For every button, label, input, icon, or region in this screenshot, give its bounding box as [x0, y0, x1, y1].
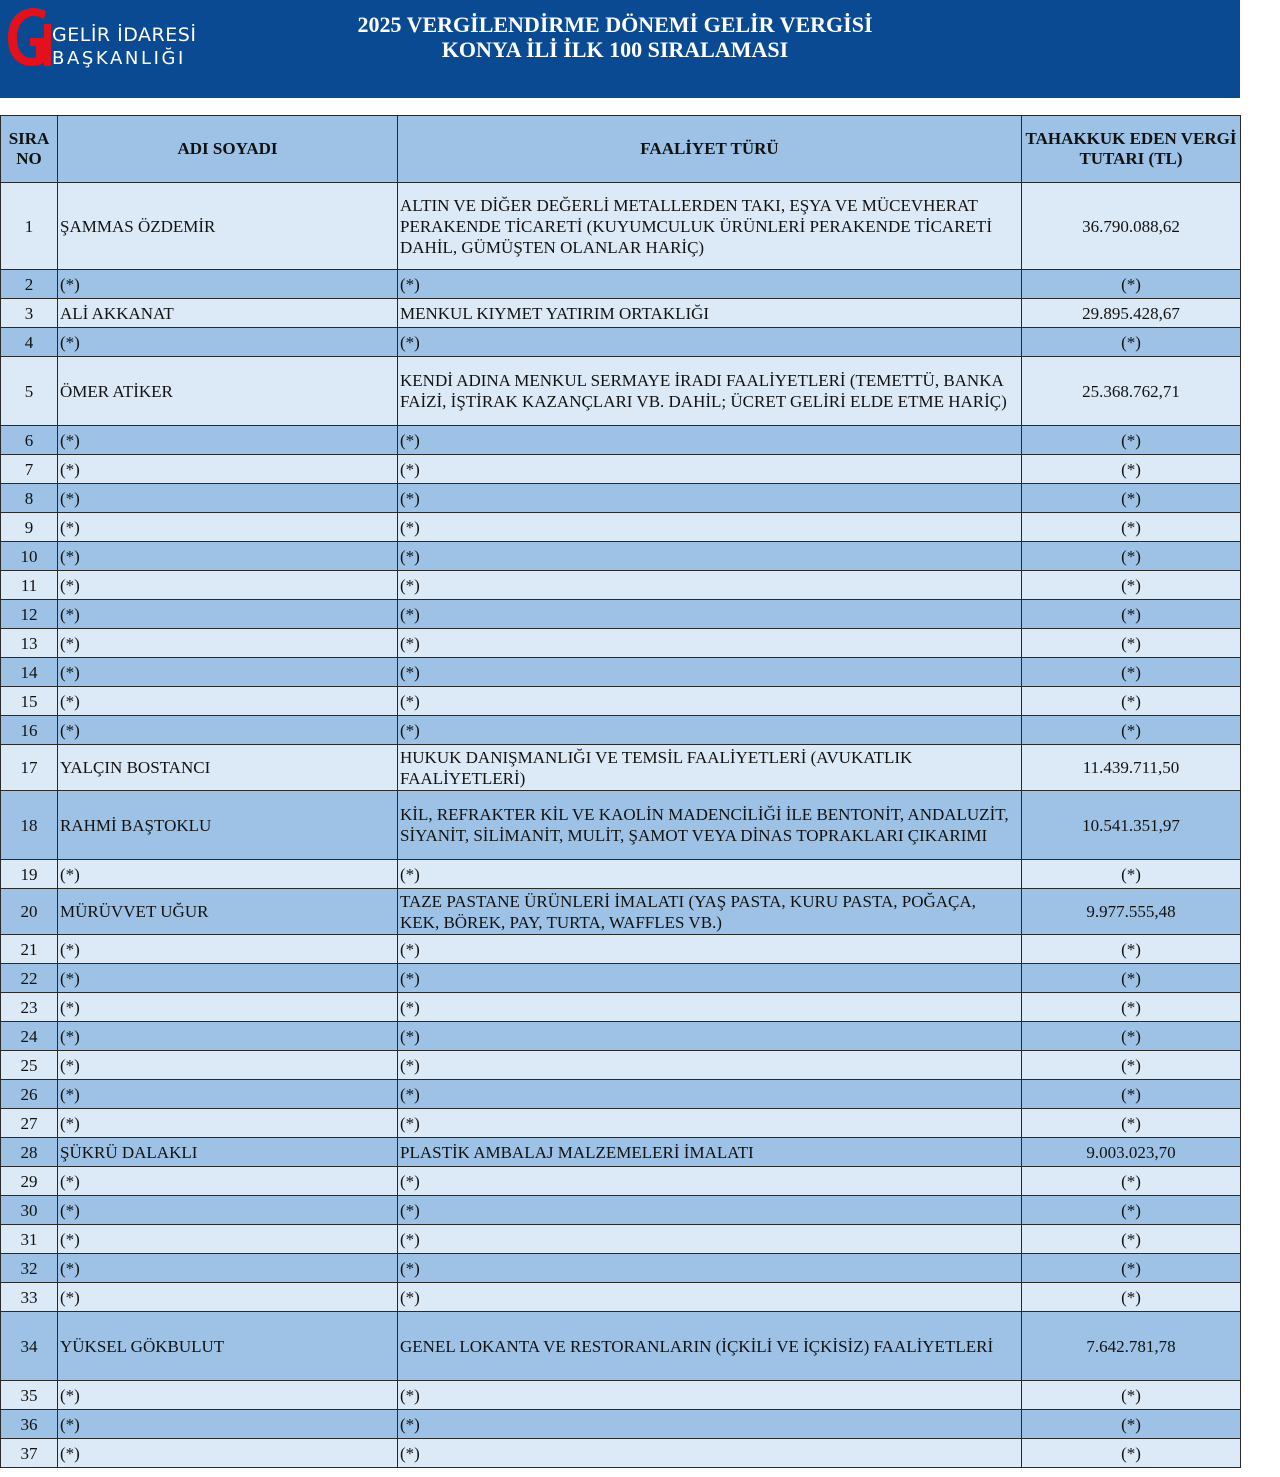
table-row [1, 357, 1241, 426]
table-row [1, 513, 1241, 542]
cell-vergi-tutari: (*) [1022, 270, 1241, 299]
cell-sira-no: 9 [1, 513, 58, 542]
table-row [1, 1312, 1241, 1381]
table-row [1, 658, 1241, 687]
table-row [1, 964, 1241, 993]
cell-vergi-tutari: (*) [1022, 1022, 1241, 1051]
table-row [1, 1254, 1241, 1283]
cell-vergi-tutari: (*) [1022, 1381, 1241, 1410]
cell-sira-no: 2 [1, 270, 58, 299]
cell-faaliyet-turu: (*) [398, 1410, 1022, 1439]
cell-vergi-tutari: (*) [1022, 1196, 1241, 1225]
cell-adi-soyadi: (*) [58, 993, 398, 1022]
cell-vergi-tutari: (*) [1022, 542, 1241, 571]
cell-sira-no: 13 [1, 629, 58, 658]
cell-vergi-tutari: 10.541.351,97 [1022, 791, 1241, 860]
table-row [1, 183, 1241, 270]
table-row [1, 1410, 1241, 1439]
cell-faaliyet-turu: (*) [398, 935, 1022, 964]
cell-adi-soyadi: ÖMER ATİKER [58, 357, 398, 426]
cell-vergi-tutari: (*) [1022, 455, 1241, 484]
cell-sira-no: 24 [1, 1022, 58, 1051]
cell-vergi-tutari: 7.642.781,78 [1022, 1312, 1241, 1381]
cell-faaliyet-turu: (*) [398, 1225, 1022, 1254]
cell-vergi-tutari: (*) [1022, 600, 1241, 629]
cell-faaliyet-turu: (*) [398, 455, 1022, 484]
table-body [1, 183, 1241, 1468]
cell-faaliyet-turu: (*) [398, 1080, 1022, 1109]
cell-sira-no: 31 [1, 1225, 58, 1254]
table-row [1, 1022, 1241, 1051]
cell-sira-no: 6 [1, 426, 58, 455]
table-row [1, 1439, 1241, 1468]
table-row [1, 1051, 1241, 1080]
cell-adi-soyadi: (*) [58, 687, 398, 716]
cell-vergi-tutari: 29.895.428,67 [1022, 299, 1241, 328]
cell-sira-no: 30 [1, 1196, 58, 1225]
table-row [1, 1381, 1241, 1410]
cell-vergi-tutari: (*) [1022, 935, 1241, 964]
cell-adi-soyadi: (*) [58, 716, 398, 745]
cell-vergi-tutari: (*) [1022, 964, 1241, 993]
cell-adi-soyadi: (*) [58, 1225, 398, 1254]
cell-vergi-tutari: (*) [1022, 860, 1241, 889]
cell-sira-no: 18 [1, 791, 58, 860]
table-row [1, 426, 1241, 455]
table-row [1, 791, 1241, 860]
cell-sira-no: 12 [1, 600, 58, 629]
gib-logo-mark-icon [4, 4, 52, 70]
cell-adi-soyadi: (*) [58, 1410, 398, 1439]
table-row [1, 270, 1241, 299]
cell-adi-soyadi: (*) [58, 1080, 398, 1109]
title-line2: KONYA İLİ İLK 100 SIRALAMASI [441, 37, 789, 62]
cell-vergi-tutari: (*) [1022, 1225, 1241, 1254]
cell-vergi-tutari: (*) [1022, 1051, 1241, 1080]
title-line1: 2025 VERGİLENDİRME DÖNEMİ GELİR VERGİSİ [357, 12, 873, 37]
cell-adi-soyadi: (*) [58, 1439, 398, 1468]
cell-faaliyet-turu: (*) [398, 1051, 1022, 1080]
cell-sira-no: 21 [1, 935, 58, 964]
table-row [1, 1196, 1241, 1225]
col-header-vergi-tutari: TAHAKKUK EDEN VERGİ TUTARI (TL) [1022, 116, 1241, 183]
cell-vergi-tutari: (*) [1022, 426, 1241, 455]
cell-faaliyet-turu: (*) [398, 687, 1022, 716]
cell-faaliyet-turu: GENEL LOKANTA VE RESTORANLARIN (İÇKİLİ VE İÇKİSİZ) FAALİYETLERİ [398, 1312, 1022, 1381]
cell-faaliyet-turu: (*) [398, 993, 1022, 1022]
cell-vergi-tutari: (*) [1022, 328, 1241, 357]
cell-faaliyet-turu: TAZE PASTANE ÜRÜNLERİ İMALATI (YAŞ PASTA, KURU PASTA, POĞAÇA, KEK, BÖREK, PAY, TURTA, WAFFLES VB.) [398, 889, 1022, 935]
cell-vergi-tutari: (*) [1022, 513, 1241, 542]
table-row [1, 1109, 1241, 1138]
table-row [1, 1080, 1241, 1109]
table-header-row [1, 116, 1241, 183]
cell-vergi-tutari: (*) [1022, 571, 1241, 600]
cell-adi-soyadi: (*) [58, 455, 398, 484]
cell-adi-soyadi: (*) [58, 600, 398, 629]
cell-vergi-tutari: 36.790.088,62 [1022, 183, 1241, 270]
cell-sira-no: 20 [1, 889, 58, 935]
cell-faaliyet-turu: (*) [398, 270, 1022, 299]
cell-faaliyet-turu: MENKUL KIYMET YATIRIM ORTAKLIĞI [398, 299, 1022, 328]
cell-sira-no: 28 [1, 1138, 58, 1167]
cell-faaliyet-turu: (*) [398, 1109, 1022, 1138]
cell-sira-no: 26 [1, 1080, 58, 1109]
cell-adi-soyadi: ŞÜKRÜ DALAKLI [58, 1138, 398, 1167]
table-row [1, 542, 1241, 571]
col-header-sira-no: SIRA NO [1, 116, 58, 183]
cell-faaliyet-turu: ALTIN VE DİĞER DEĞERLİ METALLERDEN TAKI, EŞYA VE MÜCEVHERAT PERAKENDE TİCARETİ (KUYUMCULUK ÜRÜNLERİ PERAKENDE TİCARETİ DAHİL, GÜMÜŞTEN OLANLAR HARİÇ) [398, 183, 1022, 270]
cell-faaliyet-turu: (*) [398, 1022, 1022, 1051]
cell-faaliyet-turu: (*) [398, 484, 1022, 513]
table-row [1, 860, 1241, 889]
cell-sira-no: 22 [1, 964, 58, 993]
cell-adi-soyadi: (*) [58, 542, 398, 571]
table-row [1, 1283, 1241, 1312]
cell-faaliyet-turu: (*) [398, 600, 1022, 629]
cell-adi-soyadi: (*) [58, 1196, 398, 1225]
cell-sira-no: 1 [1, 183, 58, 270]
cell-adi-soyadi: ALİ AKKANAT [58, 299, 398, 328]
cell-adi-soyadi: (*) [58, 658, 398, 687]
logo-text-line1: GELİR İDARESİ [52, 24, 197, 46]
cell-vergi-tutari: (*) [1022, 658, 1241, 687]
table-row [1, 299, 1241, 328]
cell-vergi-tutari: (*) [1022, 1283, 1241, 1312]
cell-vergi-tutari: (*) [1022, 1410, 1241, 1439]
table-row [1, 993, 1241, 1022]
cell-vergi-tutari: (*) [1022, 1254, 1241, 1283]
cell-faaliyet-turu: (*) [398, 658, 1022, 687]
cell-faaliyet-turu: (*) [398, 1381, 1022, 1410]
cell-adi-soyadi: (*) [58, 964, 398, 993]
table-row [1, 1167, 1241, 1196]
cell-faaliyet-turu: (*) [398, 1254, 1022, 1283]
table-row [1, 328, 1241, 357]
cell-faaliyet-turu: (*) [398, 542, 1022, 571]
cell-adi-soyadi: RAHMİ BAŞTOKLU [58, 791, 398, 860]
table-row [1, 1225, 1241, 1254]
cell-adi-soyadi: YALÇIN BOSTANCI [58, 745, 398, 791]
cell-faaliyet-turu: KİL, REFRAKTER KİL VE KAOLİN MADENCİLİĞİ İLE BENTONİT, ANDALUZİT, SİYANİT, SİLİMANİT, MULİT, ŞAMOT VEYA DİNAS TOPRAKLARI ÇIKARIMI [398, 791, 1022, 860]
cell-sira-no: 5 [1, 357, 58, 426]
cell-vergi-tutari: (*) [1022, 1167, 1241, 1196]
cell-adi-soyadi: (*) [58, 1051, 398, 1080]
cell-adi-soyadi: (*) [58, 571, 398, 600]
cell-faaliyet-turu: (*) [398, 513, 1022, 542]
cell-faaliyet-turu: (*) [398, 860, 1022, 889]
cell-adi-soyadi: (*) [58, 426, 398, 455]
cell-sira-no: 17 [1, 745, 58, 791]
cell-sira-no: 3 [1, 299, 58, 328]
cell-sira-no: 27 [1, 1109, 58, 1138]
cell-adi-soyadi: (*) [58, 629, 398, 658]
cell-adi-soyadi: YÜKSEL GÖKBULUT [58, 1312, 398, 1381]
table-row [1, 484, 1241, 513]
cell-faaliyet-turu: KENDİ ADINA MENKUL SERMAYE İRADI FAALİYETLERİ (TEMETTÜ, BANKA FAİZİ, İŞTİRAK KAZANÇLARI VB. DAHİL; ÜCRET GELİRİ ELDE ETME HARİÇ) [398, 357, 1022, 426]
cell-vergi-tutari: (*) [1022, 1080, 1241, 1109]
cell-adi-soyadi: (*) [58, 513, 398, 542]
gib-logo [2, 2, 202, 72]
table-row [1, 1138, 1241, 1167]
table-row [1, 935, 1241, 964]
cell-adi-soyadi: (*) [58, 328, 398, 357]
cell-vergi-tutari: (*) [1022, 629, 1241, 658]
cell-adi-soyadi: (*) [58, 1022, 398, 1051]
cell-sira-no: 25 [1, 1051, 58, 1080]
cell-vergi-tutari: 9.003.023,70 [1022, 1138, 1241, 1167]
col-header-adi-soyadi: ADI SOYADI [58, 116, 398, 183]
cell-sira-no: 34 [1, 1312, 58, 1381]
page-title [300, 12, 930, 62]
cell-sira-no: 10 [1, 542, 58, 571]
cell-faaliyet-turu: PLASTİK AMBALAJ MALZEMELERİ İMALATI [398, 1138, 1022, 1167]
cell-sira-no: 8 [1, 484, 58, 513]
cell-vergi-tutari: (*) [1022, 1109, 1241, 1138]
table-row [1, 600, 1241, 629]
cell-adi-soyadi: (*) [58, 1283, 398, 1312]
table-row [1, 687, 1241, 716]
cell-sira-no: 29 [1, 1167, 58, 1196]
cell-adi-soyadi: ŞAMMAS ÖZDEMİR [58, 183, 398, 270]
ranking-table [0, 115, 1241, 1468]
cell-sira-no: 7 [1, 455, 58, 484]
cell-sira-no: 37 [1, 1439, 58, 1468]
cell-vergi-tutari: 9.977.555,48 [1022, 889, 1241, 935]
cell-sira-no: 23 [1, 993, 58, 1022]
table-row [1, 889, 1241, 935]
cell-sira-no: 15 [1, 687, 58, 716]
cell-adi-soyadi: (*) [58, 270, 398, 299]
cell-faaliyet-turu: HUKUK DANIŞMANLIĞI VE TEMSİL FAALİYETLERİ (AVUKATLIK FAALİYETLERİ) [398, 745, 1022, 791]
cell-vergi-tutari: 25.368.762,71 [1022, 357, 1241, 426]
table-row [1, 571, 1241, 600]
cell-sira-no: 11 [1, 571, 58, 600]
cell-faaliyet-turu: (*) [398, 629, 1022, 658]
cell-adi-soyadi: (*) [58, 1254, 398, 1283]
table-row [1, 455, 1241, 484]
cell-faaliyet-turu: (*) [398, 426, 1022, 455]
cell-adi-soyadi: (*) [58, 860, 398, 889]
table-row [1, 629, 1241, 658]
cell-faaliyet-turu: (*) [398, 1283, 1022, 1312]
cell-vergi-tutari: 11.439.711,50 [1022, 745, 1241, 791]
cell-vergi-tutari: (*) [1022, 687, 1241, 716]
cell-faaliyet-turu: (*) [398, 1167, 1022, 1196]
cell-sira-no: 16 [1, 716, 58, 745]
cell-adi-soyadi: (*) [58, 1167, 398, 1196]
cell-sira-no: 4 [1, 328, 58, 357]
cell-adi-soyadi: (*) [58, 1381, 398, 1410]
cell-faaliyet-turu: (*) [398, 328, 1022, 357]
cell-sira-no: 36 [1, 1410, 58, 1439]
table-row [1, 716, 1241, 745]
col-header-faaliyet-turu: FAALİYET TÜRÜ [398, 116, 1022, 183]
logo-text-line2: BAŞKANLIĞI [52, 48, 186, 69]
cell-adi-soyadi: (*) [58, 1109, 398, 1138]
cell-vergi-tutari: (*) [1022, 1439, 1241, 1468]
header-banner [0, 0, 1240, 98]
cell-sira-no: 14 [1, 658, 58, 687]
cell-faaliyet-turu: (*) [398, 1439, 1022, 1468]
cell-adi-soyadi: (*) [58, 484, 398, 513]
cell-sira-no: 32 [1, 1254, 58, 1283]
cell-faaliyet-turu: (*) [398, 716, 1022, 745]
cell-faaliyet-turu: (*) [398, 964, 1022, 993]
cell-faaliyet-turu: (*) [398, 571, 1022, 600]
cell-adi-soyadi: (*) [58, 935, 398, 964]
table-row [1, 745, 1241, 791]
cell-sira-no: 19 [1, 860, 58, 889]
cell-faaliyet-turu: (*) [398, 1196, 1022, 1225]
cell-vergi-tutari: (*) [1022, 484, 1241, 513]
cell-vergi-tutari: (*) [1022, 716, 1241, 745]
cell-vergi-tutari: (*) [1022, 993, 1241, 1022]
cell-adi-soyadi: MÜRÜVVET UĞUR [58, 889, 398, 935]
cell-sira-no: 33 [1, 1283, 58, 1312]
cell-sira-no: 35 [1, 1381, 58, 1410]
